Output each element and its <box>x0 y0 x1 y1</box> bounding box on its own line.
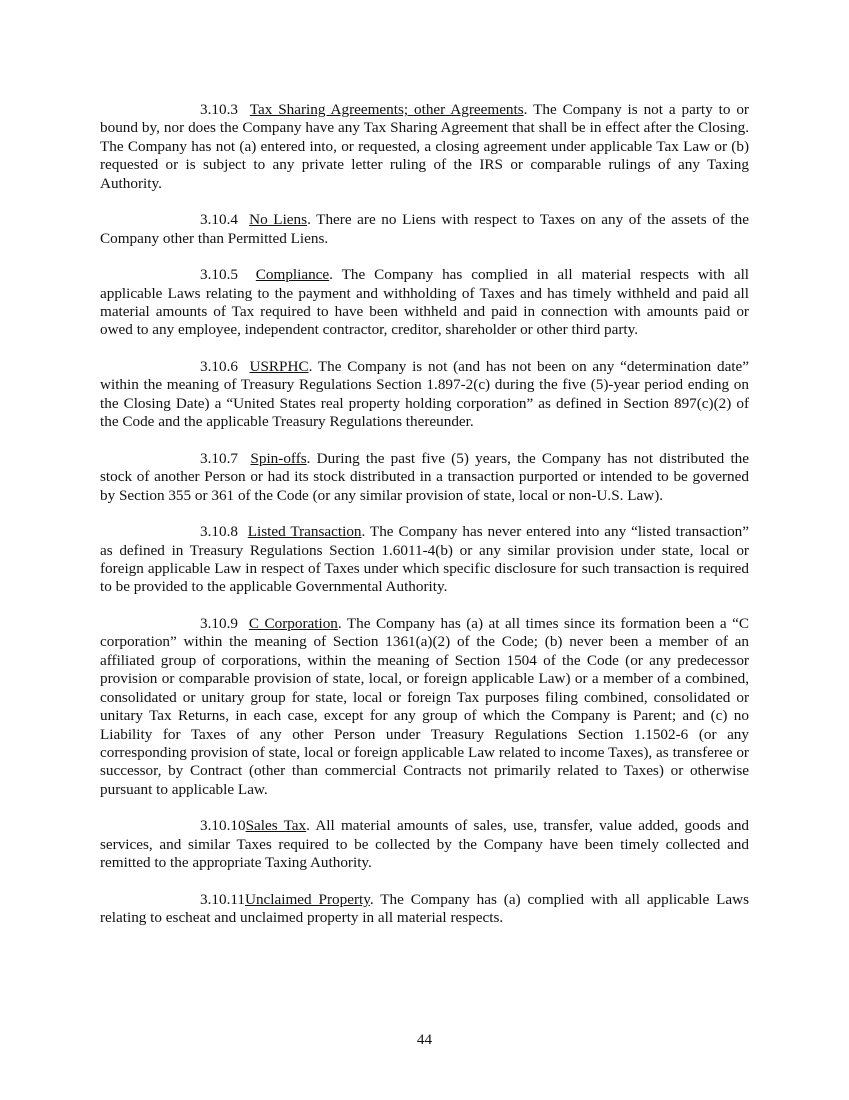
section-3-10-8 <box>100 523 749 597</box>
section-3-10-9 <box>100 615 749 799</box>
section-body: . The Company is not a party to or bound by, nor does the Company have any Tax Sharing Agreement that shall be in effect after the Closing. The Company has not (a) entered into, or requested, a closing agreement under applicable Tax Law or (b) requested or is subject to any private letter ruling of the IRS or comparable rulings of any Taxing Authority. <box>100 101 749 192</box>
section-3-10-3 <box>100 101 749 193</box>
section-3-10-4 <box>100 211 749 248</box>
section-3-10-5 <box>100 266 749 340</box>
section-number: 3.10.11 <box>200 890 245 908</box>
section-body: . There are no Liens with respect to Taxes on any of the assets of the Company other than Permitted Liens. <box>100 211 750 247</box>
section-number: 3.10.7 <box>200 449 238 467</box>
section-body: . The Company has complied in all material respects with all applicable Laws relating to the payment and withholding of Taxes and has timely withheld and paid all material amounts of Tax required to have been withheld and paid in connection with amounts paid or owed to any employee, independent contractor, creditor, shareholder or other third party. <box>100 266 750 339</box>
section-number: 3.10.4 <box>200 211 238 229</box>
section-heading: No Liens <box>249 211 308 229</box>
section-number: 3.10.9 <box>200 615 238 633</box>
section-heading: Unclaimed Property <box>245 890 370 908</box>
section-number: 3.10.3 <box>200 101 238 118</box>
section-heading: Listed Transaction <box>247 523 362 541</box>
section-heading: Spin-offs <box>250 449 307 467</box>
section-number: 3.10.5 <box>200 266 238 284</box>
section-3-10-11 <box>100 891 749 928</box>
section-number: 3.10.8 <box>200 523 238 541</box>
section-number: 3.10.6 <box>200 358 238 376</box>
document-page <box>100 101 749 946</box>
section-heading: Compliance <box>255 266 330 284</box>
section-body: . All material amounts of sales, use, transfer, value added, goods and services, and similar Taxes required to be collected by the Company have been timely collected and remitted to the appropriate Taxing Authority. <box>100 817 750 872</box>
section-3-10-7 <box>100 450 749 505</box>
section-3-10-6 <box>100 358 749 432</box>
section-heading: Tax Sharing Agreements; other Agreements <box>249 101 524 118</box>
section-body: . The Company has (a) complied with all applicable Laws relating to escheat and unclaimed property in all material respects. <box>100 890 749 927</box>
section-body: . The Company is not (and has not been on any “determination date” within the meaning of Treasury Regulations Section 1.897-2(c) during the five (5)-year period ending on the Closing Date) a “United States real property holding corporation” as defined in Section 897(c)(2) of the Code and the applicable Treasury Regulations thereunder. <box>100 358 750 431</box>
page-number: 44 <box>416 1031 433 1048</box>
section-3-10-10 <box>100 817 749 872</box>
section-number: 3.10.10 <box>200 817 246 835</box>
section-heading: USRPHC <box>249 358 309 376</box>
section-body: . The Company has never entered into any “listed transaction” as defined in Treasury Regulations Section 1.6011-4(b) or any similar provision under state, local or foreign applicable Law in respect of Taxes under which specific disclosure for such transaction is required to be provided to the applicable Governmental Authority. <box>100 523 750 596</box>
section-body: . The Company has (a) at all times since its formation been a “C corporation” within the meaning of Section 1361(a)(2) of the Code; (b) never been a member of an affiliated group of corporations, within the meaning of Section 1504 of the Code (or any predecessor provision or comparable provision of state, local, or foreign applicable Law) or a member of a combined, consolidated or unitary group for state, local or foreign Tax purposes filing combined, consolidated or unitary Tax Returns, in each case, except for any group of which the Company is Parent; and (c) no Liability for Taxes of any other Person under Treasury Regulations Section 1.1502-6 (or any corresponding provision of state, local or foreign applicable Law related to income Taxes), as transferee or successor, by Contract (other than commercial Contracts not primarily related to Taxes) or otherwise pursuant to applicable Law. <box>100 615 750 798</box>
section-body: . During the past five (5) years, the Company has not distributed the stock of another Person or had its stock distributed in a transaction purported or intended to be governed by Section 355 or 361 of the Code (or any similar provision of state, local or non-U.S. Law). <box>100 449 750 504</box>
section-heading: Sales Tax <box>245 817 307 835</box>
section-heading: C Corporation <box>248 615 338 633</box>
